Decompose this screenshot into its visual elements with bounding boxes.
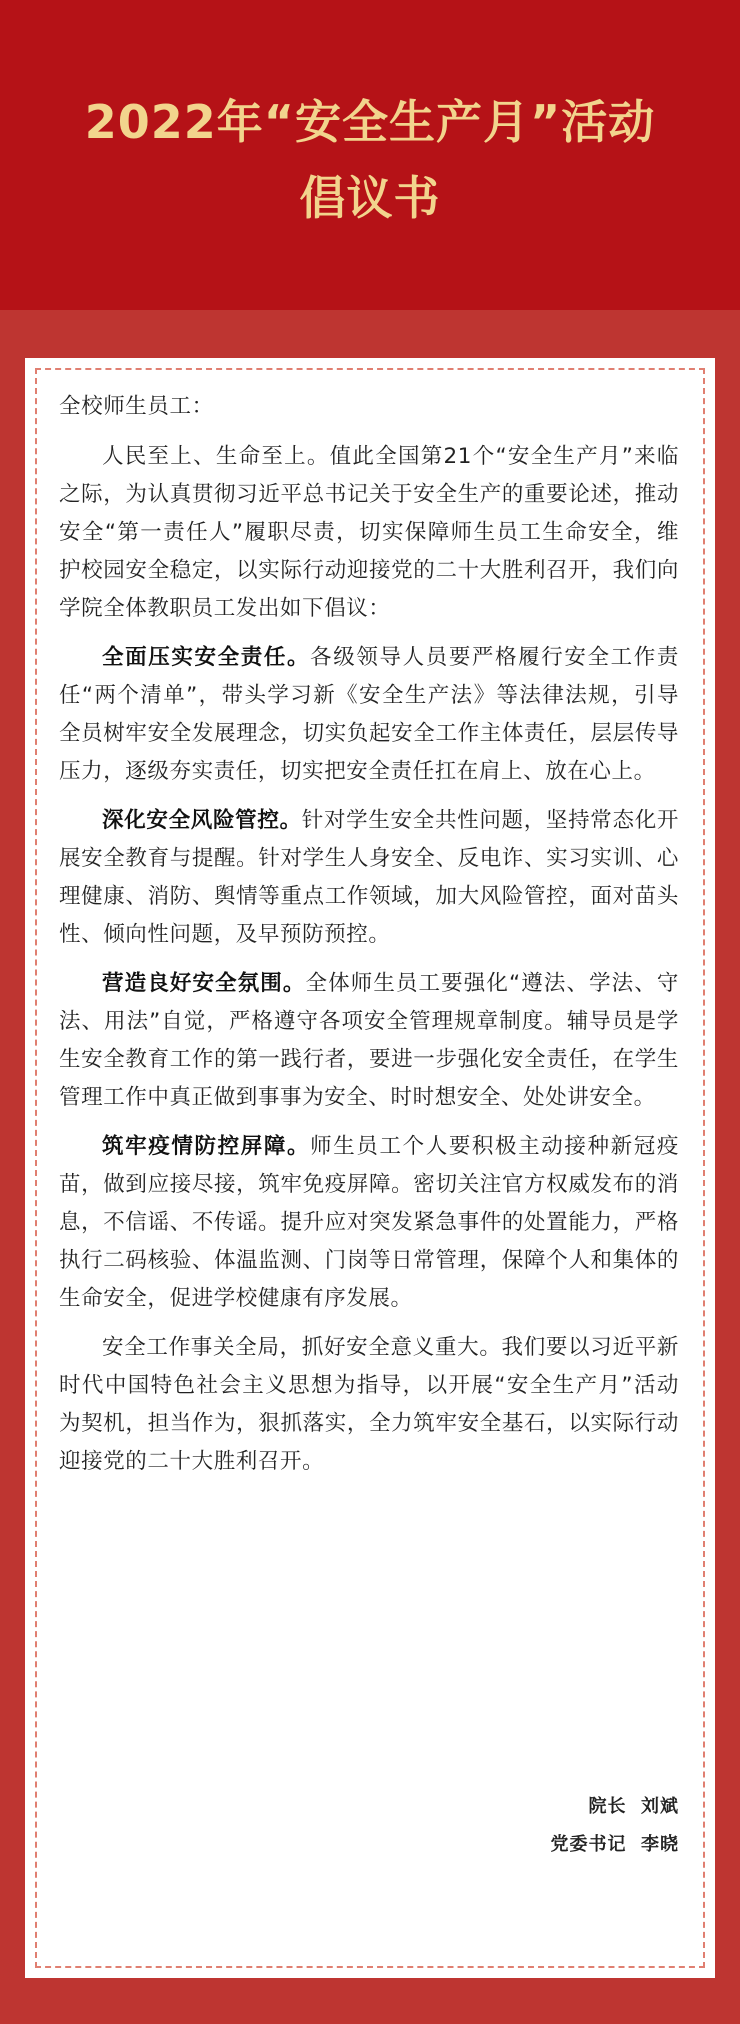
item-body-3: 全体师生员工要强化“遵法、学法、守法、用法”自觉，严格遵守各项安全管理规章制度。辅导员是学生安全教育工作的第一践行者，要进一步强化安全责任，在学生管理工作中真正做到事事为安全、时时想安全、处处讲安全。 — [59, 971, 680, 1110]
title-line-2: 倡议书 — [299, 171, 441, 225]
letter-content — [59, 388, 679, 1492]
letter-card — [25, 358, 715, 1978]
item-body-4: 师生员工个人要积极主动接种新冠疫苗，做到应接尽接，筑牢免疫屏障。密切关注官方权威发布的消息，不信谣、不传谣。提升应对突发紧急事件的处置能力，严格执行二码核验、体温监测、门岗等日常管理，保障个人和集体的生命安全，促进学校健康有序发展。 — [59, 1134, 679, 1311]
item-paragraph-1 — [59, 639, 679, 791]
title-line-1: 2022年“安全生产月”活动 — [84, 95, 656, 149]
closing-paragraph: 安全工作事关全局，抓好安全意义重大。我们要以习近平新时代中国特色社会主义思想为指导，以开展“安全生产月”活动为契机，担当作为，狠抓落实，全力筑牢安全基石，以实际行动迎接党的二十大胜利召开。 — [59, 1335, 679, 1474]
intro-paragraph: 人民至上、生命至上。值此全国第21个“安全生产月”来临之际，为认真贯彻习近平总书记关于安全生产的重要论述，推动安全“第一责任人”履职尽责，切实保障师生员工生命安全，维护校园安全稳定，以实际行动迎接党的二十大胜利召开，我们向学院全体教职员工发出如下倡议： — [59, 444, 679, 621]
item-heading-4: 筑牢疫情防控屏障。 — [102, 1134, 311, 1159]
page-title — [0, 84, 740, 236]
item-heading-3: 营造良好安全氛围。 — [102, 971, 306, 996]
signature-block — [550, 1788, 679, 1864]
item-body-1: 各级领导人员要严格履行安全工作责任“两个清单”，带头学习新《安全生产法》等法律法规，引导全员树牢安全发展理念，切实负起安全工作主体责任，层层传导压力，逐级夯实责任，切实把安全责任扛在肩上、放在心上。 — [59, 645, 679, 784]
greeting: 全校师生员工： — [59, 394, 214, 419]
signature-president: 院长 刘斌 — [588, 1796, 679, 1817]
item-heading-1: 全面压实安全责任。 — [102, 645, 311, 670]
header-banner — [0, 0, 740, 310]
item-heading-2: 深化安全风险管控。 — [102, 808, 302, 833]
item-body-2: 针对学生安全共性问题，坚持常态化开展安全教育与提醒。针对学生人身安全、反电诈、实习实训、心理健康、消防、舆情等重点工作领域，加大风险管控，面对苗头性、倾向性问题，及早预防预控。 — [59, 808, 679, 947]
item-paragraph-3 — [59, 965, 679, 1117]
item-paragraph-2 — [59, 802, 679, 954]
signature-secretary: 党委书记 李晓 — [550, 1834, 679, 1855]
item-paragraph-4 — [59, 1128, 679, 1318]
